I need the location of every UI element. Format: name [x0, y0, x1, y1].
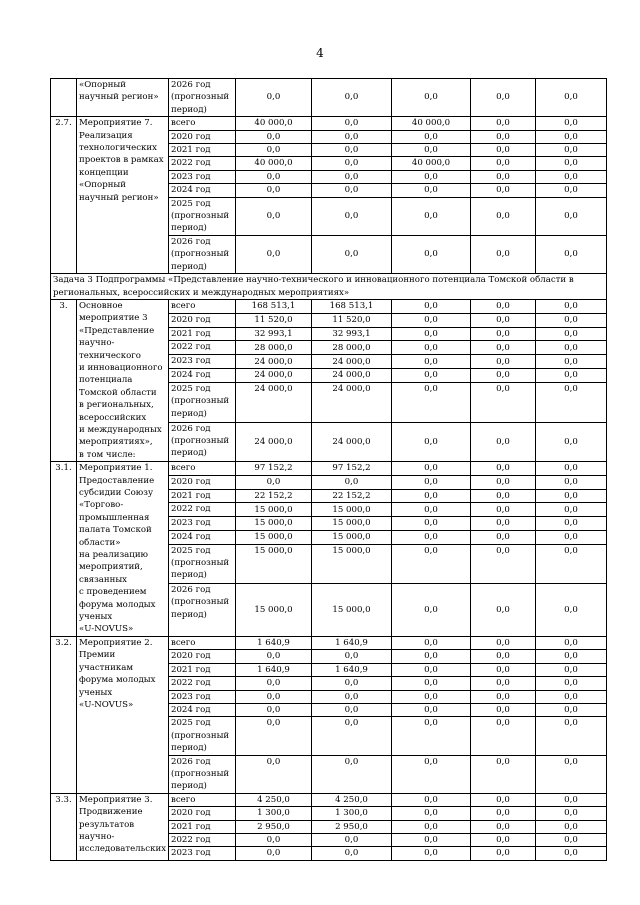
value-cell: 0,0 [536, 184, 607, 197]
value-cell: 0,0 [392, 170, 471, 183]
value-cell: 0,0 [536, 530, 607, 544]
value-cell: 0,0 [536, 833, 607, 846]
year-cell: 2021 год [169, 663, 236, 676]
value-cell: 0,0 [536, 793, 607, 806]
year-cell: 2024 год [169, 184, 236, 197]
value-cell: 0,0 [471, 327, 536, 341]
value-cell: 0,0 [392, 383, 471, 423]
value-cell: 0,0 [471, 583, 536, 636]
value-cell: 0,0 [471, 197, 536, 235]
value-cell: 0,0 [536, 517, 607, 531]
value-cell: 0,0 [536, 690, 607, 703]
value-cell: 0,0 [471, 833, 536, 846]
value-cell: 0,0 [536, 170, 607, 183]
value-cell: 24 000,0 [236, 383, 312, 423]
task-row [51, 274, 607, 300]
value-cell: 0,0 [536, 489, 607, 503]
year-cell: 2021 год [169, 820, 236, 833]
value-cell: 0,0 [392, 690, 471, 703]
value-cell: 0,0 [471, 650, 536, 663]
value-cell: 0,0 [536, 677, 607, 690]
value-cell: 0,0 [392, 313, 471, 327]
value-cell: 40 000,0 [236, 117, 312, 130]
value-cell: 0,0 [471, 636, 536, 649]
year-cell: 2021 год [169, 327, 236, 341]
value-cell: 0,0 [392, 462, 471, 476]
year-cell: 2022 год [169, 833, 236, 846]
year-cell: 2023 год [169, 847, 236, 860]
value-cell: 4 250,0 [236, 793, 312, 806]
value-cell: 0,0 [471, 235, 536, 273]
value-cell: 0,0 [471, 184, 536, 197]
value-cell: 0,0 [536, 157, 607, 170]
value-cell: 0,0 [471, 313, 536, 327]
value-cell: 0,0 [392, 847, 471, 860]
value-cell: 1 640,9 [312, 636, 392, 649]
value-cell: 0,0 [471, 369, 536, 383]
item-name: Мероприятие 1. Предоставление субсидии Союзу «Торгово- промышленная палата Томской области» на реализацию мероприятий, связанных с проведением форума молодых ученых «U-NOVUS» [77, 462, 169, 637]
value-cell: 0,0 [471, 422, 536, 462]
value-cell: 0,0 [312, 157, 392, 170]
item-number: 3. [51, 299, 77, 461]
value-cell: 0,0 [392, 422, 471, 462]
value-cell: 168 513,1 [312, 299, 392, 313]
value-cell: 0,0 [536, 117, 607, 130]
item-number: 3.1. [51, 462, 77, 637]
value-cell: 0,0 [312, 833, 392, 846]
value-cell: 0,0 [392, 793, 471, 806]
value-cell: 0,0 [536, 327, 607, 341]
value-cell: 22 152,2 [312, 489, 392, 503]
value-cell: 0,0 [471, 341, 536, 355]
value-cell: 0,0 [471, 462, 536, 476]
value-cell: 0,0 [392, 807, 471, 820]
value-cell: 0,0 [392, 636, 471, 649]
value-cell: 0,0 [312, 130, 392, 143]
year-cell: 2026 год (прогнозный период) [169, 79, 236, 117]
task-title: Задача 3 Подпрограммы «Представление научно-технического и инновационного потенциала Томской области в региональных, всероссийских и международных мероприятиях» [51, 274, 607, 300]
value-cell: 15 000,0 [236, 517, 312, 531]
value-cell: 0,0 [471, 299, 536, 313]
value-cell: 0,0 [536, 197, 607, 235]
value-cell: 0,0 [536, 383, 607, 423]
value-cell: 0,0 [312, 144, 392, 157]
value-cell: 0,0 [392, 144, 471, 157]
table-row [51, 462, 607, 476]
value-cell: 0,0 [392, 677, 471, 690]
value-cell: 0,0 [536, 636, 607, 649]
value-cell: 0,0 [392, 530, 471, 544]
value-cell: 15 000,0 [236, 583, 312, 636]
value-cell: 15 000,0 [312, 544, 392, 583]
value-cell: 0,0 [236, 79, 312, 117]
table-row [51, 636, 607, 649]
value-cell: 0,0 [392, 820, 471, 833]
value-cell: 0,0 [471, 530, 536, 544]
value-cell: 0,0 [471, 793, 536, 806]
year-cell: 2026 год (прогнозный период) [169, 755, 236, 793]
value-cell: 0,0 [392, 489, 471, 503]
year-cell: 2026 год (прогнозный период) [169, 422, 236, 462]
value-cell: 15 000,0 [236, 530, 312, 544]
value-cell: 0,0 [236, 847, 312, 860]
value-cell: 0,0 [312, 475, 392, 489]
value-cell: 0,0 [392, 197, 471, 235]
value-cell: 0,0 [312, 117, 392, 130]
value-cell: 0,0 [471, 807, 536, 820]
value-cell: 0,0 [312, 703, 392, 716]
value-cell: 0,0 [536, 369, 607, 383]
value-cell: 0,0 [236, 170, 312, 183]
value-cell: 0,0 [392, 355, 471, 369]
year-cell: 2020 год [169, 807, 236, 820]
value-cell: 0,0 [236, 144, 312, 157]
value-cell: 2 950,0 [312, 820, 392, 833]
value-cell: 0,0 [536, 650, 607, 663]
value-cell: 0,0 [536, 299, 607, 313]
value-cell: 24 000,0 [312, 383, 392, 423]
value-cell: 0,0 [236, 235, 312, 273]
value-cell: 0,0 [312, 170, 392, 183]
value-cell: 0,0 [312, 79, 392, 117]
year-cell: 2025 год (прогнозный период) [169, 383, 236, 423]
value-cell: 24 000,0 [312, 355, 392, 369]
year-cell: 2021 год [169, 144, 236, 157]
financing-table [50, 78, 607, 861]
value-cell: 15 000,0 [312, 530, 392, 544]
value-cell: 11 520,0 [236, 313, 312, 327]
value-cell: 0,0 [471, 157, 536, 170]
value-cell: 0,0 [536, 717, 607, 755]
value-cell: 0,0 [236, 130, 312, 143]
value-cell: 0,0 [471, 703, 536, 716]
year-cell: всего [169, 117, 236, 130]
value-cell: 24 000,0 [312, 369, 392, 383]
value-cell: 0,0 [536, 341, 607, 355]
value-cell: 0,0 [392, 299, 471, 313]
value-cell: 1 300,0 [312, 807, 392, 820]
value-cell: 0,0 [471, 755, 536, 793]
year-cell: 2023 год [169, 517, 236, 531]
value-cell: 0,0 [392, 503, 471, 517]
value-cell: 0,0 [471, 847, 536, 860]
value-cell: 15 000,0 [236, 544, 312, 583]
value-cell: 28 000,0 [312, 341, 392, 355]
value-cell: 22 152,2 [236, 489, 312, 503]
value-cell: 0,0 [392, 130, 471, 143]
value-cell: 0,0 [536, 130, 607, 143]
year-cell: 2026 год (прогнозный период) [169, 583, 236, 636]
year-cell: 2023 год [169, 355, 236, 369]
year-cell: 2024 год [169, 703, 236, 716]
year-cell: 2020 год [169, 650, 236, 663]
year-cell: 2023 год [169, 170, 236, 183]
value-cell: 0,0 [536, 235, 607, 273]
value-cell: 40 000,0 [392, 157, 471, 170]
value-cell: 40 000,0 [236, 157, 312, 170]
table-row [51, 299, 607, 313]
value-cell: 0,0 [236, 717, 312, 755]
value-cell: 0,0 [392, 583, 471, 636]
value-cell: 0,0 [471, 383, 536, 423]
value-cell: 0,0 [392, 517, 471, 531]
item-number: 3.3. [51, 793, 77, 860]
value-cell: 24 000,0 [236, 355, 312, 369]
value-cell: 0,0 [471, 130, 536, 143]
value-cell: 0,0 [392, 327, 471, 341]
value-cell: 0,0 [536, 144, 607, 157]
value-cell: 0,0 [392, 703, 471, 716]
value-cell: 0,0 [392, 755, 471, 793]
value-cell: 0,0 [236, 755, 312, 793]
value-cell: 24 000,0 [312, 422, 392, 462]
value-cell: 0,0 [536, 475, 607, 489]
value-cell: 0,0 [312, 235, 392, 273]
value-cell: 0,0 [536, 583, 607, 636]
year-cell: 2020 год [169, 130, 236, 143]
value-cell: 1 300,0 [236, 807, 312, 820]
value-cell: 0,0 [536, 807, 607, 820]
value-cell: 1 640,9 [236, 636, 312, 649]
value-cell: 0,0 [536, 544, 607, 583]
value-cell: 15 000,0 [312, 583, 392, 636]
value-cell: 0,0 [236, 184, 312, 197]
value-cell: 97 152,2 [236, 462, 312, 476]
value-cell: 0,0 [236, 650, 312, 663]
value-cell: 0,0 [312, 677, 392, 690]
year-cell: 2022 год [169, 341, 236, 355]
value-cell: 0,0 [471, 517, 536, 531]
year-cell: 2025 год (прогнозный период) [169, 544, 236, 583]
value-cell: 0,0 [536, 355, 607, 369]
value-cell: 0,0 [471, 503, 536, 517]
value-cell: 0,0 [471, 544, 536, 583]
value-cell: 15 000,0 [312, 517, 392, 531]
year-cell: всего [169, 636, 236, 649]
year-cell: 2022 год [169, 157, 236, 170]
value-cell: 0,0 [471, 717, 536, 755]
value-cell: 0,0 [392, 650, 471, 663]
value-cell: 0,0 [471, 117, 536, 130]
value-cell: 0,0 [536, 503, 607, 517]
table-row [51, 117, 607, 130]
value-cell: 0,0 [471, 144, 536, 157]
value-cell: 0,0 [536, 313, 607, 327]
value-cell: 0,0 [312, 847, 392, 860]
value-cell: 4 250,0 [312, 793, 392, 806]
value-cell: 11 520,0 [312, 313, 392, 327]
value-cell: 15 000,0 [312, 503, 392, 517]
year-cell: 2026 год (прогнозный период) [169, 235, 236, 273]
value-cell: 0,0 [471, 170, 536, 183]
year-cell: 2023 год [169, 690, 236, 703]
year-cell: 2022 год [169, 503, 236, 517]
value-cell: 0,0 [536, 663, 607, 676]
year-cell: 2022 год [169, 677, 236, 690]
item-name: Мероприятие 2. Премии участникам форума молодых ученых «U-NOVUS» [77, 636, 169, 793]
year-cell: 2025 год (прогнозный период) [169, 717, 236, 755]
value-cell: 0,0 [312, 184, 392, 197]
value-cell: 24 000,0 [236, 422, 312, 462]
value-cell: 0,0 [536, 703, 607, 716]
year-cell: 2021 год [169, 489, 236, 503]
value-cell: 0,0 [392, 663, 471, 676]
year-cell: 2024 год [169, 530, 236, 544]
value-cell: 0,0 [392, 475, 471, 489]
value-cell: 0,0 [312, 650, 392, 663]
value-cell: 0,0 [312, 755, 392, 793]
value-cell: 0,0 [312, 197, 392, 235]
table-row [51, 79, 607, 117]
value-cell: 1 640,9 [312, 663, 392, 676]
item-name: Мероприятие 7. Реализация технологических проектов в рамках концепции «Опорный научный регион» [77, 117, 169, 274]
value-cell: 0,0 [236, 703, 312, 716]
value-cell: 24 000,0 [236, 369, 312, 383]
value-cell: 0,0 [471, 690, 536, 703]
value-cell: 32 993,1 [312, 327, 392, 341]
value-cell: 40 000,0 [392, 117, 471, 130]
value-cell: 0,0 [471, 489, 536, 503]
year-cell: всего [169, 793, 236, 806]
value-cell: 0,0 [392, 184, 471, 197]
year-cell: всего [169, 299, 236, 313]
page-number: 4 [316, 46, 324, 60]
value-cell: 0,0 [392, 79, 471, 117]
item-number: 2.7. [51, 117, 77, 274]
value-cell: 0,0 [471, 677, 536, 690]
value-cell: 15 000,0 [236, 503, 312, 517]
value-cell: 0,0 [236, 690, 312, 703]
value-cell: 0,0 [471, 79, 536, 117]
value-cell: 0,0 [536, 462, 607, 476]
item-name: Мероприятие 3. Продвижение результатов научно- исследовательских [77, 793, 169, 860]
value-cell: 1 640,9 [236, 663, 312, 676]
value-cell: 0,0 [392, 235, 471, 273]
item-name: «Опорный научный регион» [77, 79, 169, 117]
year-cell: 2020 год [169, 475, 236, 489]
value-cell: 0,0 [236, 197, 312, 235]
value-cell: 0,0 [536, 422, 607, 462]
value-cell: 0,0 [392, 833, 471, 846]
value-cell: 0,0 [312, 717, 392, 755]
year-cell: 2020 год [169, 313, 236, 327]
value-cell: 168 513,1 [236, 299, 312, 313]
value-cell: 0,0 [471, 820, 536, 833]
value-cell: 0,0 [536, 79, 607, 117]
value-cell: 0,0 [471, 355, 536, 369]
year-cell: всего [169, 462, 236, 476]
value-cell: 0,0 [392, 717, 471, 755]
value-cell: 0,0 [312, 690, 392, 703]
value-cell: 2 950,0 [236, 820, 312, 833]
value-cell: 0,0 [536, 820, 607, 833]
value-cell: 0,0 [471, 475, 536, 489]
value-cell: 0,0 [236, 833, 312, 846]
item-name: Основное мероприятие 3 «Представление научно- технического и инновационного потенциала Томской области в региональных, всероссийских и международных мероприятиях», в том числе: [77, 299, 169, 461]
value-cell: 0,0 [536, 755, 607, 793]
value-cell: 97 152,2 [312, 462, 392, 476]
year-cell: 2025 год (прогнозный период) [169, 197, 236, 235]
year-cell: 2024 год [169, 369, 236, 383]
item-number [51, 79, 77, 117]
value-cell: 0,0 [392, 341, 471, 355]
value-cell: 0,0 [536, 847, 607, 860]
value-cell: 0,0 [236, 475, 312, 489]
table-row [51, 793, 607, 806]
value-cell: 0,0 [392, 544, 471, 583]
value-cell: 0,0 [471, 663, 536, 676]
item-number: 3.2. [51, 636, 77, 793]
value-cell: 28 000,0 [236, 341, 312, 355]
value-cell: 32 993,1 [236, 327, 312, 341]
value-cell: 0,0 [392, 369, 471, 383]
value-cell: 0,0 [236, 677, 312, 690]
